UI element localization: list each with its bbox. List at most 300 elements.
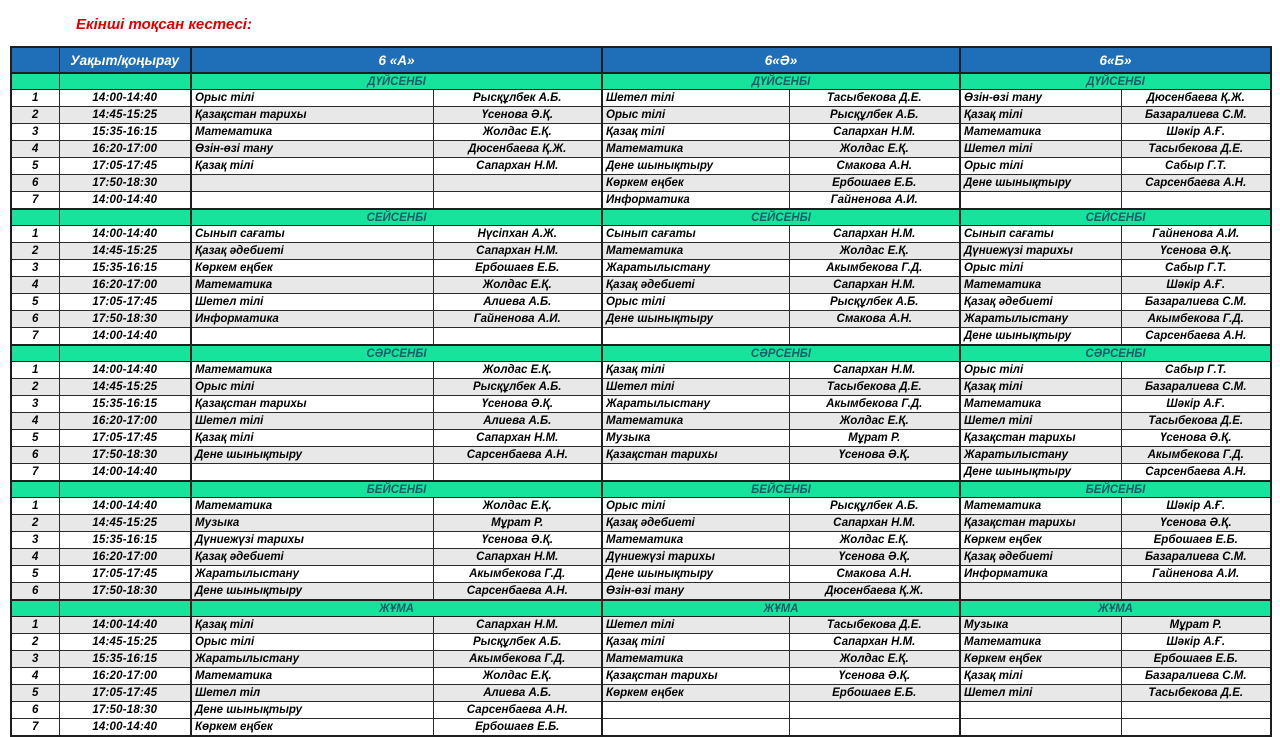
lesson-teacher-cell: [433, 175, 602, 192]
lesson-number-cell: 5: [11, 294, 59, 311]
lesson-teacher-cell: Нүсіпхан А.Ж.: [433, 226, 602, 243]
lesson-teacher-cell: Базаралиева С.М.: [1121, 549, 1271, 566]
lesson-subject-cell: Шетел тілі: [960, 141, 1121, 158]
lesson-subject-cell: Дүниежүзі тарихы: [191, 532, 433, 549]
lesson-subject-cell: [960, 192, 1121, 210]
table-row: [11, 107, 1271, 124]
header-corner-cell: [11, 47, 59, 73]
table-row: [11, 90, 1271, 107]
lesson-subject-cell: Қазақ әдебиеті: [602, 277, 789, 294]
lesson-subject-cell: Музыка: [191, 515, 433, 532]
lesson-time-cell: 16:20-17:00: [59, 549, 191, 566]
lesson-subject-cell: Қазақ әдебиеті: [960, 549, 1121, 566]
day-num-cell: [11, 481, 59, 498]
lesson-time-cell: 14:45-15:25: [59, 107, 191, 124]
table-row: [11, 447, 1271, 464]
lesson-time-cell: 16:20-17:00: [59, 668, 191, 685]
day-time-cell: [59, 73, 191, 90]
lesson-subject-cell: Математика: [191, 277, 433, 294]
lesson-time-cell: 14:00-14:40: [59, 617, 191, 634]
lesson-teacher-cell: Ербошаев Е.Б.: [789, 175, 960, 192]
lesson-subject-cell: Шетел тілі: [602, 379, 789, 396]
lesson-teacher-cell: Шәкір А.Ғ.: [1121, 124, 1271, 141]
table-row: [11, 464, 1271, 482]
lesson-subject-cell: Көркем еңбек: [191, 719, 433, 737]
lesson-number-cell: 3: [11, 260, 59, 277]
lesson-number-cell: 1: [11, 226, 59, 243]
lesson-subject-cell: Сынып сағаты: [602, 226, 789, 243]
day-header-row: [11, 600, 1271, 617]
lesson-number-cell: 4: [11, 141, 59, 158]
lesson-subject-cell: [191, 328, 433, 346]
lesson-time-cell: 16:20-17:00: [59, 413, 191, 430]
lesson-time-cell: 14:45-15:25: [59, 243, 191, 260]
day-num-cell: [11, 73, 59, 90]
lesson-subject-cell: Қазақстан тарихы: [191, 107, 433, 124]
day-name-cell: БЕЙСЕНБІ: [602, 481, 960, 498]
lesson-subject-cell: Орыс тілі: [602, 294, 789, 311]
day-num-cell: [11, 345, 59, 362]
lesson-subject-cell: Математика: [602, 413, 789, 430]
lesson-teacher-cell: Смакова А.Н.: [789, 566, 960, 583]
lesson-subject-cell: [602, 702, 789, 719]
lesson-teacher-cell: Сабыр Г.Т.: [1121, 362, 1271, 379]
lesson-time-cell: 14:00-14:40: [59, 498, 191, 515]
lesson-subject-cell: Дене шынықтыру: [602, 158, 789, 175]
lesson-time-cell: 15:35-16:15: [59, 260, 191, 277]
lesson-teacher-cell: Жолдас Е.Қ.: [433, 668, 602, 685]
lesson-subject-cell: Жаратылыстану: [602, 260, 789, 277]
table-row: [11, 362, 1271, 379]
lesson-time-cell: 14:45-15:25: [59, 379, 191, 396]
lesson-subject-cell: Қазақ тілі: [191, 617, 433, 634]
lesson-teacher-cell: Акымбекова Г.Д.: [1121, 447, 1271, 464]
table-row: [11, 651, 1271, 668]
lesson-subject-cell: Орыс тілі: [602, 498, 789, 515]
day-name-cell: БЕЙСЕНБІ: [960, 481, 1271, 498]
lesson-teacher-cell: Жолдас Е.Қ.: [433, 498, 602, 515]
lesson-time-cell: 14:45-15:25: [59, 515, 191, 532]
lesson-subject-cell: Орыс тілі: [960, 260, 1121, 277]
lesson-teacher-cell: Рысқұлбек А.Б.: [789, 107, 960, 124]
table-row: [11, 328, 1271, 346]
lesson-time-cell: 15:35-16:15: [59, 124, 191, 141]
lesson-time-cell: 14:00-14:40: [59, 464, 191, 482]
lesson-number-cell: 5: [11, 158, 59, 175]
day-header-row: [11, 209, 1271, 226]
lesson-teacher-cell: Сарсенбаева А.Н.: [433, 583, 602, 601]
lesson-teacher-cell: [1121, 583, 1271, 601]
lesson-subject-cell: [191, 192, 433, 210]
lesson-subject-cell: Қазақ тілі: [960, 107, 1121, 124]
lesson-time-cell: 14:00-14:40: [59, 192, 191, 210]
lesson-teacher-cell: Тасыбекова Д.Е.: [789, 617, 960, 634]
lesson-number-cell: 6: [11, 175, 59, 192]
lesson-subject-cell: Көркем еңбек: [960, 532, 1121, 549]
lesson-subject-cell: Көркем еңбек: [602, 175, 789, 192]
lesson-subject-cell: Шетел тілі: [960, 413, 1121, 430]
lesson-subject-cell: Сынып сағаты: [191, 226, 433, 243]
lesson-number-cell: 3: [11, 396, 59, 413]
lesson-subject-cell: [191, 464, 433, 482]
lesson-teacher-cell: [789, 464, 960, 482]
lesson-teacher-cell: Сарсенбаева А.Н.: [1121, 328, 1271, 346]
lesson-number-cell: 2: [11, 634, 59, 651]
lesson-time-cell: 14:00-14:40: [59, 90, 191, 107]
lesson-teacher-cell: Шәкір А.Ғ.: [1121, 277, 1271, 294]
lesson-time-cell: 14:45-15:25: [59, 634, 191, 651]
table-row: [11, 175, 1271, 192]
table-row: [11, 294, 1271, 311]
lesson-teacher-cell: Үсенова Ә.Қ.: [789, 668, 960, 685]
day-name-cell: СӘРСЕНБІ: [602, 345, 960, 362]
lesson-teacher-cell: Алиева А.Б.: [433, 685, 602, 702]
lesson-teacher-cell: Сарсенбаева А.Н.: [433, 702, 602, 719]
lesson-time-cell: 17:05-17:45: [59, 566, 191, 583]
lesson-teacher-cell: Сарсенбаева А.Н.: [433, 447, 602, 464]
lesson-subject-cell: Орыс тілі: [960, 158, 1121, 175]
page-title: Екінші тоқсан кестесі:: [76, 16, 252, 33]
lesson-teacher-cell: Сапархан Н.М.: [433, 549, 602, 566]
lesson-teacher-cell: [1121, 719, 1271, 737]
lesson-teacher-cell: Үсенова Ә.Қ.: [433, 532, 602, 549]
lesson-subject-cell: Математика: [602, 243, 789, 260]
lesson-subject-cell: Жаратылыстану: [191, 651, 433, 668]
lesson-time-cell: 17:50-18:30: [59, 311, 191, 328]
lesson-subject-cell: Дене шынықтыру: [191, 447, 433, 464]
lesson-time-cell: 17:50-18:30: [59, 702, 191, 719]
lesson-subject-cell: Орыс тілі: [960, 362, 1121, 379]
lesson-time-cell: 14:00-14:40: [59, 362, 191, 379]
lesson-subject-cell: Қазақ тілі: [960, 379, 1121, 396]
lesson-subject-cell: Қазақ тілі: [602, 362, 789, 379]
lesson-teacher-cell: Тасыбекова Д.Е.: [1121, 141, 1271, 158]
table-row: [11, 430, 1271, 447]
lesson-number-cell: 7: [11, 192, 59, 210]
lesson-teacher-cell: Үсенова Ә.Қ.: [1121, 430, 1271, 447]
lesson-teacher-cell: Мұрат Р.: [1121, 617, 1271, 634]
lesson-subject-cell: Дене шынықтыру: [960, 328, 1121, 346]
lesson-subject-cell: Шетел тілі: [960, 685, 1121, 702]
lesson-subject-cell: Информатика: [191, 311, 433, 328]
lesson-number-cell: 4: [11, 549, 59, 566]
table-row: [11, 192, 1271, 210]
lesson-teacher-cell: Гайненова А.И.: [433, 311, 602, 328]
lesson-subject-cell: Өзін-өзі тану: [191, 141, 433, 158]
table-row: [11, 379, 1271, 396]
lesson-teacher-cell: Гайненова А.И.: [789, 192, 960, 210]
table-row: [11, 532, 1271, 549]
day-time-cell: [59, 345, 191, 362]
lesson-subject-cell: [602, 328, 789, 346]
lesson-teacher-cell: [1121, 192, 1271, 210]
lesson-subject-cell: Шетел тілі: [602, 617, 789, 634]
lesson-subject-cell: Дене шынықтыру: [191, 583, 433, 601]
lesson-teacher-cell: Гайненова А.И.: [1121, 566, 1271, 583]
lesson-teacher-cell: [433, 464, 602, 482]
lesson-teacher-cell: Жолдас Е.Қ.: [433, 124, 602, 141]
lesson-subject-cell: Дүниежүзі тарихы: [602, 549, 789, 566]
table-row: [11, 617, 1271, 634]
day-header-row: [11, 73, 1271, 90]
day-time-cell: [59, 600, 191, 617]
timetable: [10, 46, 1272, 737]
lesson-subject-cell: Шетел тіл: [191, 685, 433, 702]
lesson-subject-cell: [960, 719, 1121, 737]
lesson-teacher-cell: [433, 192, 602, 210]
lesson-subject-cell: Дене шынықтыру: [191, 702, 433, 719]
lesson-teacher-cell: Жолдас Е.Қ.: [433, 277, 602, 294]
lesson-teacher-cell: Сапархан Н.М.: [789, 277, 960, 294]
table-row: [11, 702, 1271, 719]
lesson-number-cell: 4: [11, 277, 59, 294]
lesson-teacher-cell: Жолдас Е.Қ.: [789, 532, 960, 549]
day-name-cell: СЕЙСЕНБІ: [191, 209, 602, 226]
lesson-teacher-cell: Ербошаев Е.Б.: [789, 685, 960, 702]
lesson-subject-cell: Қазақ тілі: [602, 124, 789, 141]
lesson-number-cell: 2: [11, 379, 59, 396]
lesson-subject-cell: Жаратылыстану: [960, 311, 1121, 328]
lesson-time-cell: 16:20-17:00: [59, 277, 191, 294]
timetable-body: [11, 47, 1271, 736]
lesson-subject-cell: Өзін-өзі тану: [602, 583, 789, 601]
lesson-subject-cell: Математика: [191, 124, 433, 141]
table-row: [11, 396, 1271, 413]
header-time-label: Уақыт/қоңырау: [59, 47, 191, 73]
lesson-teacher-cell: Жолдас Е.Қ.: [433, 362, 602, 379]
lesson-subject-cell: Информатика: [602, 192, 789, 210]
table-row: [11, 226, 1271, 243]
table-row: [11, 668, 1271, 685]
day-name-cell: БЕЙСЕНБІ: [191, 481, 602, 498]
table-row: [11, 498, 1271, 515]
day-name-cell: ДҮЙСЕНБІ: [960, 73, 1271, 90]
lesson-subject-cell: Көркем еңбек: [960, 651, 1121, 668]
day-name-cell: ДҮЙСЕНБІ: [602, 73, 960, 90]
lesson-teacher-cell: Сабыр Г.Т.: [1121, 260, 1271, 277]
lesson-teacher-cell: Дюсенбаева Қ.Ж.: [789, 583, 960, 601]
lesson-subject-cell: Математика: [602, 651, 789, 668]
lesson-subject-cell: Математика: [960, 498, 1121, 515]
lesson-teacher-cell: [789, 719, 960, 737]
lesson-teacher-cell: Сапархан Н.М.: [789, 362, 960, 379]
lesson-teacher-cell: Шәкір А.Ғ.: [1121, 634, 1271, 651]
lesson-teacher-cell: Шәкір А.Ғ.: [1121, 396, 1271, 413]
lesson-teacher-cell: [789, 702, 960, 719]
lesson-subject-cell: Дене шынықтыру: [960, 464, 1121, 482]
lesson-subject-cell: Орыс тілі: [602, 107, 789, 124]
lesson-teacher-cell: Сарсенбаева А.Н.: [1121, 175, 1271, 192]
lesson-number-cell: 7: [11, 719, 59, 737]
lesson-teacher-cell: Алиева А.Б.: [433, 413, 602, 430]
lesson-subject-cell: Жаратылыстану: [602, 396, 789, 413]
day-header-row: [11, 345, 1271, 362]
lesson-subject-cell: Қазақ әдебиеті: [960, 294, 1121, 311]
lesson-number-cell: 7: [11, 464, 59, 482]
lesson-teacher-cell: Ербошаев Е.Б.: [433, 260, 602, 277]
table-row: [11, 566, 1271, 583]
lesson-number-cell: 1: [11, 362, 59, 379]
table-row: [11, 583, 1271, 601]
lesson-number-cell: 6: [11, 583, 59, 601]
lesson-teacher-cell: Рысқұлбек А.Б.: [789, 498, 960, 515]
table-row: [11, 719, 1271, 737]
lesson-subject-cell: Информатика: [960, 566, 1121, 583]
lesson-teacher-cell: Сапархан Н.М.: [789, 515, 960, 532]
lesson-subject-cell: Математика: [960, 634, 1121, 651]
day-num-cell: [11, 209, 59, 226]
lesson-subject-cell: Музыка: [602, 430, 789, 447]
lesson-time-cell: 17:05-17:45: [59, 685, 191, 702]
lesson-teacher-cell: Сапархан Н.М.: [433, 243, 602, 260]
table-row: [11, 158, 1271, 175]
day-time-cell: [59, 209, 191, 226]
lesson-teacher-cell: Ербошаев Е.Б.: [433, 719, 602, 737]
lesson-number-cell: 2: [11, 107, 59, 124]
lesson-subject-cell: Көркем еңбек: [602, 685, 789, 702]
lesson-number-cell: 3: [11, 651, 59, 668]
table-row: [11, 124, 1271, 141]
lesson-subject-cell: Қазақ әдебиеті: [191, 243, 433, 260]
day-name-cell: ДҮЙСЕНБІ: [191, 73, 602, 90]
lesson-teacher-cell: Ербошаев Е.Б.: [1121, 532, 1271, 549]
lesson-teacher-cell: Базаралиева С.М.: [1121, 668, 1271, 685]
lesson-teacher-cell: Алиева А.Б.: [433, 294, 602, 311]
lesson-teacher-cell: Шәкір А.Ғ.: [1121, 498, 1271, 515]
lesson-subject-cell: Шетел тілі: [191, 413, 433, 430]
day-name-cell: ЖҰМА: [602, 600, 960, 617]
lesson-subject-cell: Шетел тілі: [602, 90, 789, 107]
lesson-subject-cell: Математика: [191, 668, 433, 685]
table-row: [11, 634, 1271, 651]
lesson-teacher-cell: Сарсенбаева А.Н.: [1121, 464, 1271, 482]
table-row: [11, 515, 1271, 532]
day-name-cell: ЖҰМА: [960, 600, 1271, 617]
lesson-number-cell: 2: [11, 515, 59, 532]
lesson-teacher-cell: Базаралиева С.М.: [1121, 107, 1271, 124]
lesson-teacher-cell: Ербошаев Е.Б.: [1121, 651, 1271, 668]
lesson-time-cell: 17:50-18:30: [59, 175, 191, 192]
lesson-subject-cell: Қазақ тілі: [191, 158, 433, 175]
lesson-subject-cell: [960, 702, 1121, 719]
lesson-subject-cell: Орыс тілі: [191, 634, 433, 651]
lesson-number-cell: 4: [11, 668, 59, 685]
lesson-teacher-cell: Рысқұлбек А.Б.: [433, 379, 602, 396]
lesson-subject-cell: [602, 719, 789, 737]
lesson-subject-cell: Қазақ әдебиеті: [602, 515, 789, 532]
table-row: [11, 260, 1271, 277]
lesson-subject-cell: Сынып сағаты: [960, 226, 1121, 243]
lesson-subject-cell: [960, 583, 1121, 601]
lesson-subject-cell: Қазақстан тарихы: [960, 515, 1121, 532]
lesson-teacher-cell: Рысқұлбек А.Б.: [433, 634, 602, 651]
lesson-teacher-cell: [789, 328, 960, 346]
lesson-teacher-cell: Жолдас Е.Қ.: [789, 413, 960, 430]
lesson-subject-cell: Дене шынықтыру: [602, 311, 789, 328]
lesson-teacher-cell: Базаралиева С.М.: [1121, 379, 1271, 396]
lesson-teacher-cell: Дюсенбаева Қ.Ж.: [1121, 90, 1271, 107]
lesson-teacher-cell: Сапархан Н.М.: [433, 430, 602, 447]
lesson-subject-cell: Жаратылыстану: [960, 447, 1121, 464]
day-name-cell: ЖҰМА: [191, 600, 602, 617]
lesson-subject-cell: Қазақ әдебиеті: [191, 549, 433, 566]
lesson-teacher-cell: Сапархан Н.М.: [789, 226, 960, 243]
day-name-cell: СЕЙСЕНБІ: [960, 209, 1271, 226]
lesson-teacher-cell: Үсенова Ә.Қ.: [433, 396, 602, 413]
lesson-teacher-cell: Сапархан Н.М.: [789, 124, 960, 141]
lesson-subject-cell: Орыс тілі: [191, 379, 433, 396]
table-row: [11, 277, 1271, 294]
lesson-teacher-cell: Жолдас Е.Қ.: [789, 243, 960, 260]
lesson-teacher-cell: Смакова А.Н.: [789, 158, 960, 175]
lesson-number-cell: 2: [11, 243, 59, 260]
lesson-teacher-cell: Сапархан Н.М.: [433, 158, 602, 175]
lesson-subject-cell: Қазақ тілі: [602, 634, 789, 651]
lesson-subject-cell: Қазақстан тарихы: [602, 447, 789, 464]
lesson-teacher-cell: Сабыр Г.Т.: [1121, 158, 1271, 175]
day-num-cell: [11, 600, 59, 617]
lesson-subject-cell: Қазақстан тарихы: [602, 668, 789, 685]
lesson-subject-cell: Математика: [602, 141, 789, 158]
day-name-cell: СЕЙСЕНБІ: [602, 209, 960, 226]
lesson-number-cell: 4: [11, 413, 59, 430]
lesson-teacher-cell: Үсенова Ә.Қ.: [1121, 243, 1271, 260]
lesson-number-cell: 7: [11, 328, 59, 346]
lesson-teacher-cell: Акымбекова Г.Д.: [433, 651, 602, 668]
lesson-teacher-cell: Акымбекова Г.Д.: [1121, 311, 1271, 328]
header-class-label-1: 6«Ә»: [602, 47, 960, 73]
lesson-time-cell: 14:00-14:40: [59, 328, 191, 346]
lesson-time-cell: 14:00-14:40: [59, 226, 191, 243]
lesson-teacher-cell: Тасыбекова Д.Е.: [789, 90, 960, 107]
lesson-teacher-cell: Үсенова Ә.Қ.: [1121, 515, 1271, 532]
lesson-teacher-cell: Жолдас Е.Қ.: [789, 651, 960, 668]
lesson-subject-cell: Математика: [191, 362, 433, 379]
lesson-time-cell: 15:35-16:15: [59, 651, 191, 668]
lesson-teacher-cell: Үсенова Ә.Қ.: [789, 549, 960, 566]
lesson-subject-cell: Орыс тілі: [191, 90, 433, 107]
lesson-teacher-cell: Тасыбекова Д.Е.: [1121, 685, 1271, 702]
header-row: [11, 47, 1271, 73]
lesson-subject-cell: Қазақстан тарихы: [960, 430, 1121, 447]
timetable-table: [10, 46, 1272, 737]
lesson-time-cell: 17:50-18:30: [59, 447, 191, 464]
lesson-subject-cell: Көркем еңбек: [191, 260, 433, 277]
lesson-subject-cell: Музыка: [960, 617, 1121, 634]
table-row: [11, 413, 1271, 430]
lesson-teacher-cell: Мұрат Р.: [789, 430, 960, 447]
lesson-number-cell: 6: [11, 447, 59, 464]
lesson-teacher-cell: Акымбекова Г.Д.: [789, 396, 960, 413]
lesson-teacher-cell: [1121, 702, 1271, 719]
lesson-teacher-cell: Рысқұлбек А.Б.: [433, 90, 602, 107]
lesson-number-cell: 3: [11, 532, 59, 549]
lesson-time-cell: 15:35-16:15: [59, 396, 191, 413]
lesson-subject-cell: [602, 464, 789, 482]
lesson-teacher-cell: Тасыбекова Д.Е.: [789, 379, 960, 396]
lesson-subject-cell: Математика: [960, 396, 1121, 413]
lesson-teacher-cell: Дюсенбаева Қ.Ж.: [433, 141, 602, 158]
day-name-cell: СӘРСЕНБІ: [960, 345, 1271, 362]
lesson-teacher-cell: Гайненова А.И.: [1121, 226, 1271, 243]
lesson-subject-cell: Өзін-өзі тану: [960, 90, 1121, 107]
lesson-subject-cell: Математика: [602, 532, 789, 549]
lesson-number-cell: 1: [11, 498, 59, 515]
lesson-teacher-cell: Рысқұлбек А.Б.: [789, 294, 960, 311]
day-name-cell: СӘРСЕНБІ: [191, 345, 602, 362]
lesson-time-cell: 16:20-17:00: [59, 141, 191, 158]
lesson-time-cell: 17:05-17:45: [59, 294, 191, 311]
